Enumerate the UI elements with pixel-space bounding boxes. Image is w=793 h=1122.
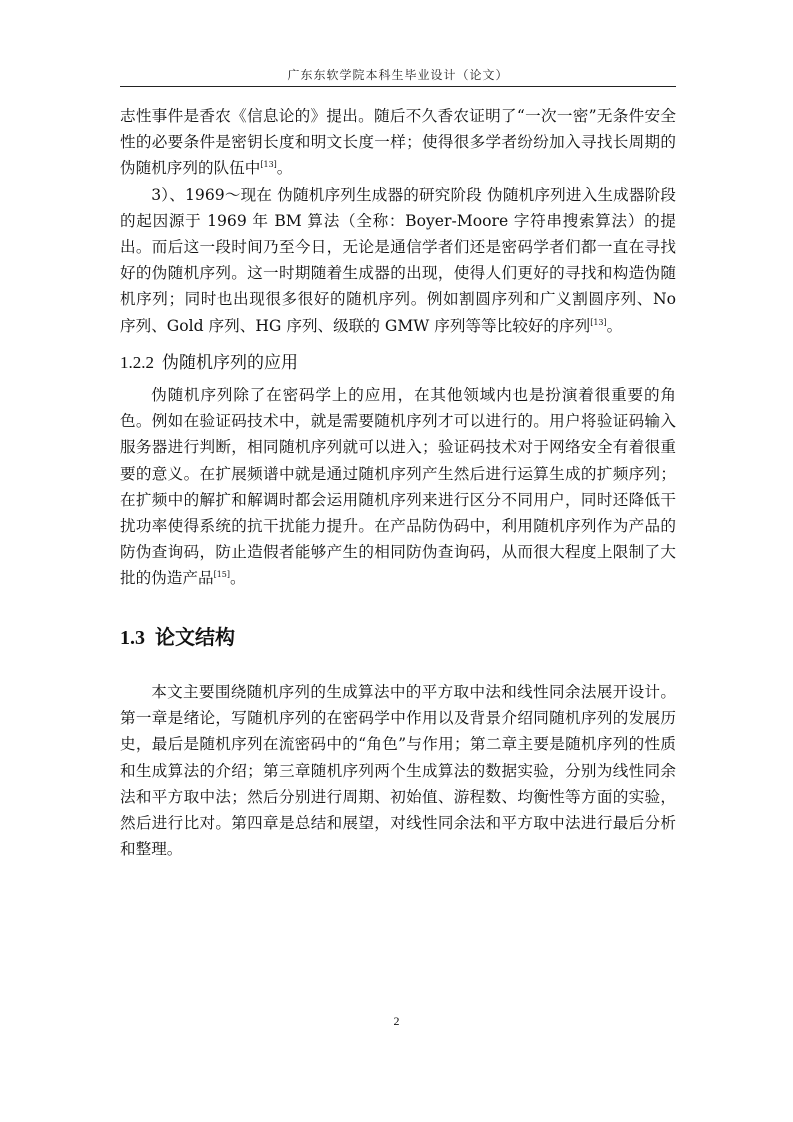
paragraph-continued: [120, 103, 676, 182]
structure-text-block: [120, 679, 676, 862]
section-title: 论文结构: [155, 625, 235, 649]
paragraph-applications: [120, 382, 676, 592]
paragraph-end: 。: [230, 569, 246, 588]
paragraph-text: 3）、1969～现在 伪随机序列生成器的研究阶段 伪随机序列进入生成器阶段的起因源于 1969 年 BM 算法（全称：Boyer-Moore 字符串搜索算法）的提出。而后这一段时间乃至今日，无论是通信学者们还是密码学者们都一直在寻找好的伪随机序列。这一时期随着生成器的出现，使得人们更好的寻找和构造伪随机序列；同时也出现很多很好的随机序列。例如割圆序列和广义割圆序列、No 序列、Gold 序列、HG 序列、级联的 GMW 序列等等比较好的序列: [120, 185, 676, 335]
paragraph-text: 伪随机序列除了在密码学上的应用，在其他领域内也是扮演着很重要的角色。例如在验证码技术中，就是需要随机序列才可以进行的。用户将验证码输入服务器进行判断，相同随机序列就可以进入；验证码技术对于网络安全有着很重要的意义。在扩展频谱中就是通过随机序列产生然后进行运算生成的扩频序列；在扩频中的解扩和解调时都会运用随机序列来进行区分不同用户，同时还降低干扰功率使得系统的抗干扰能力提升。在产品防伪码中，利用随机序列作为产品的防伪查询码，防止造假者能够产生的相同防伪查询码，从而很大程度上限制了大批的伪造产品: [120, 386, 676, 588]
section-number: 1.3: [120, 627, 145, 649]
paragraph-text: 志性事件是香农《信息论的》提出。随后不久香农证明了“一次一密”无条件安全性的必要条件是密钥长度和明文长度一样；使得很多学者纷纷加入寻找长周期的伪随机序列的队伍中: [120, 107, 676, 178]
citation-ref[interactable]: [13]: [590, 317, 607, 327]
citation-ref[interactable]: [13]: [260, 160, 277, 170]
page-number: 2: [393, 1014, 400, 1028]
continued-text-block: [120, 103, 676, 339]
paragraph-end: 。: [606, 316, 623, 335]
applications-text-block: [120, 382, 676, 592]
citation-ref[interactable]: [15]: [213, 570, 230, 580]
paragraph-end: 。: [276, 159, 293, 178]
subsection-title: 伪随机序列的应用: [162, 353, 298, 373]
subsection-heading-1-2-2: [120, 351, 298, 375]
paragraph-text: 本文主要围绕随机序列的生成算法中的平方取中法和线性同余法展开设计。第一章是绪论，写随机序列的在密码学中作用以及背景介绍同随机序列的发展历史，最后是随机序列在流密码中的“角色”与作用；第二章主要是随机序列的性质和生成算法的介绍；第三章随机序列两个生成算法的数据实验，分别为线性同余法和平方取中法；然后分别进行周期、初始值、游程数、均衡性等方面的实验，然后进行比对。第四章是总结和展望，对线性同余法和平方取中法进行最后分析和整理。: [120, 683, 676, 859]
running-header: 广东东软学院本科生毕业设计（论文）: [287, 68, 509, 82]
section-heading-1-3: [120, 623, 235, 652]
subsection-number: 1.2.2: [120, 353, 154, 372]
paragraph-thesis-structure: [120, 679, 676, 862]
header-rule: [120, 86, 676, 87]
paragraph-history-stage-3: [120, 182, 676, 339]
